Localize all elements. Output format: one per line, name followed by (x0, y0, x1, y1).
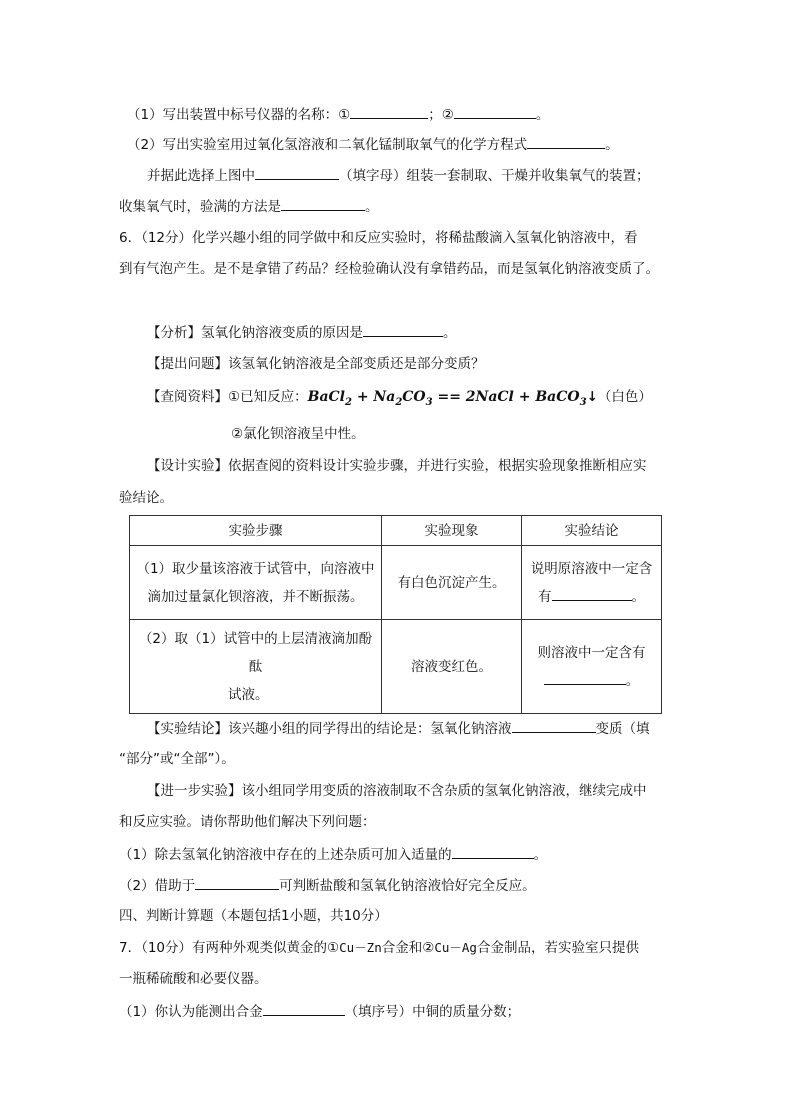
table-header: 实验现象 (382, 516, 522, 546)
answer-blank[interactable] (195, 876, 279, 890)
answer-blank[interactable] (263, 1002, 345, 1016)
table-cell-step: （1）取少量该溶液于试管中，向溶液中 滴加过量氯化钡溶液，并不断振荡。 (130, 546, 382, 620)
q7-line2: 一瓶稀硫酸和必要仪器。 (119, 971, 268, 987)
q-prev-part2: （2）写出实验室用过氧化氢溶液和二氧化锰制取氧气的化学方程式 。 (127, 137, 619, 153)
table-cell-phenomenon: 有白色沉淀产生。 (382, 546, 522, 620)
q6-further-line2: 和反应实验。请你帮助他们解决下列问题： (119, 814, 376, 830)
q6-further-q1: （1）除去氢氧化钠溶液中存在的上述杂质可加入适量的 。 (119, 847, 548, 863)
chemical-equation: BaCl$_2$ + $Na_2CO_3$ == 2NaCl + BaCO$_3$ (307, 389, 587, 408)
answer-blank[interactable] (281, 197, 365, 211)
table-cell-conclusion: 则溶液中一定含有 。 (522, 620, 662, 714)
answer-blank[interactable] (454, 105, 536, 119)
q6-intro-line1: 6．（12分）化学兴趣小组的同学做中和反应实验时，将稀盐酸滴入氢氧化钠溶液中，看 (119, 230, 638, 246)
table-row (130, 620, 662, 714)
section4-heading: 四、判断计算题（本题包括1小题，共10分） (119, 908, 388, 924)
q6-info2: ②氯化钡溶液呈中性。 (231, 426, 365, 442)
answer-blank[interactable] (552, 587, 632, 601)
q6-conclusion-line1: 【实验结论】该兴趣小组的同学得出的结论是：氢氧化钠溶液 变质（填 (147, 721, 650, 737)
q7-line1: 7．（10分）有两种外观类似黄金的①Cu－Zn合金和②Cu－Ag合金制品，若实验室只提供 (119, 940, 639, 956)
q-prev-part3: 并据此选择上图中 （填字母）组装一套制取、干燥并收集氧气的装置； (147, 168, 650, 184)
q-prev-part1: （1）写出装置中标号仪器的名称：① ；② 。 (127, 107, 550, 123)
q6-design-line2: 验结论。 (119, 490, 173, 506)
q6-further-q2: （2）借助于 可判断盐酸和氢氧化钠溶液恰好完全反应。 (119, 878, 536, 894)
table-cell-phenomenon: 溶液变红色。 (382, 620, 522, 714)
answer-blank[interactable] (512, 719, 596, 733)
answer-blank[interactable] (452, 845, 534, 859)
answer-blank[interactable] (544, 671, 626, 685)
experiment-table (129, 515, 662, 714)
down-arrow-icon: ↓ (586, 389, 598, 405)
answer-blank[interactable] (350, 105, 428, 119)
answer-blank[interactable] (255, 166, 339, 180)
q6-design-line1: 【设计实验】依据查阅的资料设计实验步骤，并进行实验，根据实验现象推断相应实 (147, 458, 647, 474)
answer-blank[interactable] (527, 135, 605, 149)
q6-info-equation: 【查阅资料】①已知反应：BaCl$_2$ + $Na_2CO_3$ == 2NaCl + BaCO$_3$↓（白色） (147, 389, 652, 408)
table-header: 实验步骤 (130, 516, 382, 546)
table-row (130, 546, 662, 620)
q6-question: 【提出问题】该氢氧化钠溶液是全部变质还是部分变质？ (147, 356, 485, 372)
q6-intro-line2: 到有气泡产生。是不是拿错了药品？经检验确认没有拿错药品，而是氢氧化钠溶液变质了。 (119, 261, 659, 277)
q6-analysis: 【分析】氢氧化钠溶液变质的原因是 。 (147, 325, 457, 341)
q6-conclusion-line2: “部分”或“全部”）。 (119, 751, 235, 767)
table-cell-step: （2）取（1）试管中的上层清液滴加酚 酞 试液。 (130, 620, 382, 714)
q-prev-part4: 收集氧气时，验满的方法是 。 (119, 199, 379, 215)
table-cell-conclusion: 说明原溶液中一定含 有 。 (522, 546, 662, 620)
q7-part1: （1）你认为能测出合金 （填序号）中铜的质量分数； (119, 1004, 521, 1020)
q6-further-line1: 【进一步实验】该小组同学用变质的溶液制取不含杂质的氢氧化钠溶液，继续完成中 (147, 783, 647, 799)
table-header: 实验结论 (522, 516, 662, 546)
table-header-row (130, 516, 662, 546)
answer-blank[interactable] (363, 323, 443, 337)
